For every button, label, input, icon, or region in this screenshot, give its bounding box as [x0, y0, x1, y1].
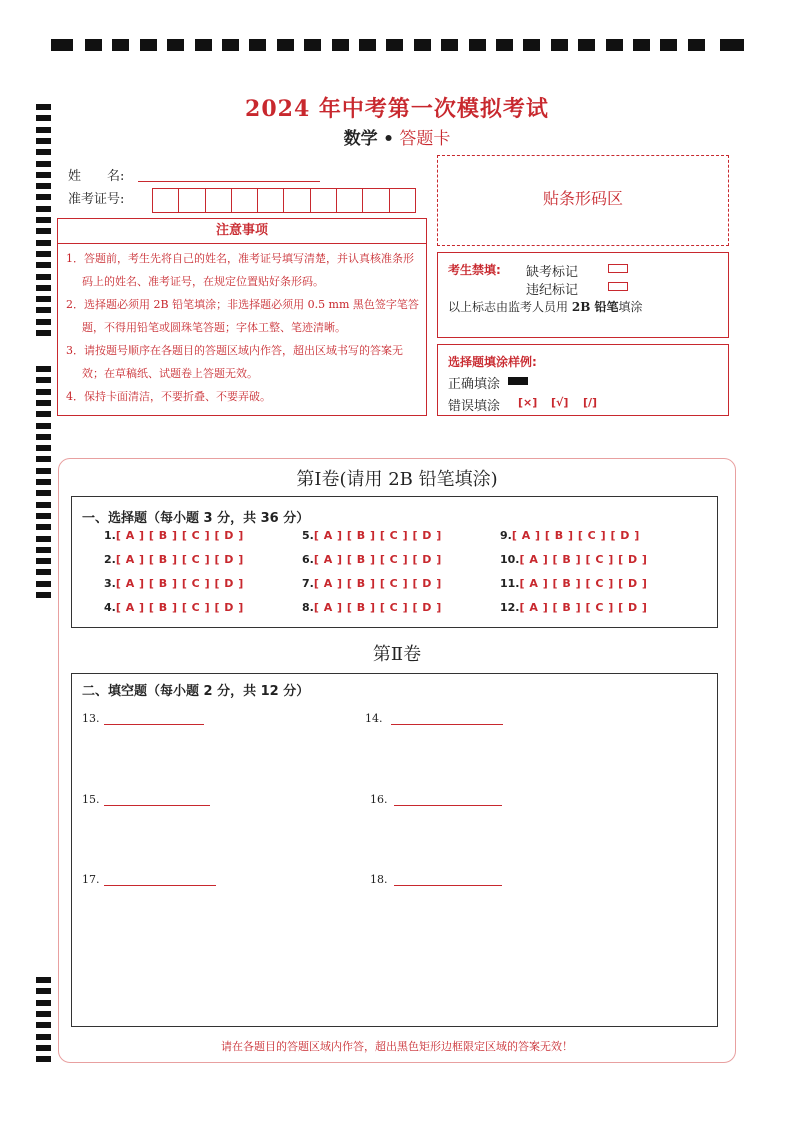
- blank-number: 13.: [82, 712, 100, 725]
- wrong-fill-label: 错误填涂: [448, 399, 501, 414]
- timing-mark: [332, 39, 349, 51]
- timing-mark: [36, 330, 51, 336]
- timing-mark: [36, 307, 51, 313]
- timing-mark: [36, 1056, 51, 1062]
- timing-mark: [36, 274, 51, 280]
- timing-mark: [578, 39, 595, 51]
- timing-mark: [36, 547, 51, 553]
- mc-question-10[interactable]: [500, 553, 647, 566]
- question-number: 6.: [302, 553, 314, 566]
- question-number: 2.: [104, 553, 116, 566]
- timing-mark: [496, 39, 513, 51]
- timing-mark: [36, 592, 51, 598]
- timing-mark: [304, 39, 321, 51]
- blank-18[interactable]: [370, 873, 502, 886]
- forbidden-note-bold: 2B 铅笔: [571, 300, 619, 314]
- blank-17[interactable]: [82, 873, 216, 886]
- forbidden-label: 考生禁填:: [448, 263, 501, 277]
- mc-question-4[interactable]: [104, 601, 244, 614]
- timing-mark: [441, 39, 458, 51]
- card-label: 答题卡: [399, 129, 451, 149]
- timing-mark: [36, 1022, 51, 1028]
- timing-mark: [36, 1034, 51, 1040]
- mc-section-title: 一、选择题（每小题 3 分，共 36 分）: [82, 511, 310, 526]
- name-label: 姓 名:: [68, 169, 125, 184]
- timing-mark: [36, 183, 51, 189]
- timing-mark: [36, 149, 51, 155]
- blank-16[interactable]: [370, 793, 502, 806]
- answer-options[interactable]: [ A ] [ B ] [ C ] [ D ]: [115, 601, 244, 614]
- timing-mark: [36, 456, 51, 462]
- timing-mark: [36, 434, 51, 440]
- timing-mark: [167, 39, 184, 51]
- part2-title: 第Ⅱ卷: [372, 644, 422, 665]
- notice-item: 2．选择题必须用 2B 铅笔填涂；非选择题必须用 0.5 mm 黑色签字笔答题，不得用铅笔或圆珠笔答题；字体工整、笔迹清晰。: [66, 298, 419, 334]
- notice-heading: 注意事项: [58, 219, 426, 244]
- id-cell[interactable]: [206, 189, 232, 212]
- timing-mark: [36, 240, 51, 246]
- timing-mark: [36, 389, 51, 395]
- timing-mark: [85, 39, 102, 51]
- timing-mark: [36, 194, 51, 200]
- timing-mark: [36, 479, 51, 485]
- blank-13[interactable]: [82, 712, 204, 725]
- timing-mark: [36, 581, 51, 587]
- subject-name: 数学: [343, 129, 378, 149]
- question-number: 8.: [302, 601, 314, 614]
- blank-number: 15.: [82, 793, 100, 806]
- mc-question-6[interactable]: [302, 553, 442, 566]
- answer-line[interactable]: [391, 714, 503, 725]
- timing-mark: [36, 569, 51, 575]
- timing-mark: [36, 1000, 51, 1006]
- notice-item: 3．请按题号顺序在各题目的答题区域内作答，超出区域书写的答案无效；在草稿纸、试题卷上答题无效。: [66, 344, 403, 380]
- timing-mark: [36, 217, 51, 223]
- fb-section-title: 二、填空题（每小题 2 分，共 12 分）: [82, 684, 310, 699]
- question-number: 7.: [302, 577, 314, 590]
- timing-mark: [112, 39, 129, 51]
- mc-question-11[interactable]: [500, 577, 647, 590]
- timing-mark: [36, 468, 51, 474]
- timing-mark: [36, 988, 51, 994]
- fill-sample-box: [437, 344, 729, 416]
- name-field[interactable]: [138, 167, 320, 182]
- timing-mark: [660, 39, 677, 51]
- timing-mark: [36, 228, 51, 234]
- id-cell[interactable]: [363, 189, 389, 212]
- id-cell[interactable]: [258, 189, 284, 212]
- timing-mark: [36, 400, 51, 406]
- question-number: 1.: [104, 529, 116, 542]
- timing-mark: [36, 445, 51, 451]
- answer-options[interactable]: [ A ] [ B ] [ C ] [ D ]: [519, 601, 648, 614]
- correct-fill-label: 正确填涂: [448, 377, 501, 392]
- timing-mark: [36, 513, 51, 519]
- id-cell[interactable]: [311, 189, 337, 212]
- forbidden-note-pre: 以上标志由监考人员用: [448, 300, 569, 314]
- sample-title: 选择题填涂样例:: [448, 355, 537, 369]
- timing-mark: [36, 285, 51, 291]
- wrong-mark-x: [×]: [518, 396, 538, 409]
- timing-mark: [51, 39, 73, 51]
- timing-mark: [469, 39, 486, 51]
- forbidden-note-post: 填涂: [618, 300, 643, 314]
- wrong-mark-slash: [/]: [583, 396, 598, 409]
- answer-line[interactable]: [394, 875, 502, 886]
- timing-mark: [606, 39, 623, 51]
- timing-mark: [36, 423, 51, 429]
- blank-number: 17.: [82, 873, 100, 886]
- timing-mark: [36, 262, 51, 268]
- question-number: 11.: [500, 577, 520, 590]
- timing-mark: [36, 977, 51, 983]
- fill-blank-box: [71, 673, 718, 1027]
- id-number-boxes[interactable]: [152, 188, 416, 213]
- absent-mark[interactable]: [608, 264, 628, 273]
- id-cell[interactable]: [232, 189, 258, 212]
- id-cell[interactable]: [390, 189, 415, 212]
- timing-mark: [36, 377, 51, 383]
- timing-mark: [688, 39, 705, 51]
- mc-question-12[interactable]: [500, 601, 647, 614]
- timing-mark: [36, 251, 51, 257]
- timing-mark: [222, 39, 239, 51]
- answer-options[interactable]: [ A ] [ B ] [ C ] [ D ]: [511, 529, 640, 542]
- blank-15[interactable]: [82, 793, 210, 806]
- timing-mark: [36, 558, 51, 564]
- mc-question-7[interactable]: [302, 577, 442, 590]
- timing-mark: [36, 161, 51, 167]
- notice-box: [57, 218, 427, 416]
- correct-fill-sample: [508, 377, 528, 385]
- question-number: 10.: [500, 553, 520, 566]
- timing-mark: [36, 536, 51, 542]
- question-number: 12.: [500, 601, 520, 614]
- mc-question-2[interactable]: [104, 553, 244, 566]
- mc-question-8[interactable]: [302, 601, 442, 614]
- timing-mark: [277, 39, 294, 51]
- answer-options[interactable]: [ A ] [ B ] [ C ] [ D ]: [519, 577, 648, 590]
- answer-options[interactable]: [ A ] [ B ] [ C ] [ D ]: [115, 577, 244, 590]
- timing-mark: [249, 39, 266, 51]
- wrong-mark-check: [√]: [551, 396, 569, 409]
- blank-number: 18.: [370, 873, 388, 886]
- timing-mark: [633, 39, 650, 51]
- question-number: 3.: [104, 577, 116, 590]
- id-cell[interactable]: [337, 189, 363, 212]
- timing-mark: [386, 39, 403, 51]
- barcode-area: 贴条形码区: [437, 155, 729, 246]
- blank-number: 14.: [365, 712, 383, 725]
- mc-question-1[interactable]: [104, 529, 244, 542]
- answer-options[interactable]: [ A ] [ B ] [ C ] [ D ]: [115, 553, 244, 566]
- answer-line[interactable]: [394, 795, 502, 806]
- id-cell[interactable]: [153, 189, 179, 212]
- timing-mark: [523, 39, 540, 51]
- timing-mark: [720, 39, 744, 51]
- violation-mark[interactable]: [608, 282, 628, 291]
- answer-line[interactable]: [104, 795, 210, 806]
- answer-options[interactable]: [ A ] [ B ] [ C ] [ D ]: [115, 529, 244, 542]
- answer-options[interactable]: [ A ] [ B ] [ C ] [ D ]: [313, 601, 442, 614]
- question-number: 4.: [104, 601, 116, 614]
- timing-mark: [36, 366, 51, 372]
- answer-options[interactable]: [ A ] [ B ] [ C ] [ D ]: [519, 553, 648, 566]
- timing-mark: [36, 1045, 51, 1051]
- timing-mark: [36, 502, 51, 508]
- notice-item: 4．保持卡面清洁，不要折叠、不要弄破。: [66, 390, 271, 403]
- timing-mark: [36, 524, 51, 530]
- blank-number: 16.: [370, 793, 388, 806]
- question-number: 9.: [500, 529, 512, 542]
- answer-line[interactable]: [104, 714, 204, 725]
- id-label: 准考证号:: [68, 192, 125, 207]
- timing-mark: [36, 296, 51, 302]
- timing-mark: [36, 1011, 51, 1017]
- timing-mark: [359, 39, 376, 51]
- timing-mark: [195, 39, 212, 51]
- blank-14[interactable]: [365, 712, 503, 725]
- timing-mark: [36, 206, 51, 212]
- absent-label: 缺考标记: [526, 265, 579, 280]
- examinee-forbidden-box: [437, 252, 729, 338]
- question-number: 5.: [302, 529, 314, 542]
- timing-mark: [414, 39, 431, 51]
- exam-subtitle: [0, 124, 794, 149]
- id-cell[interactable]: [179, 189, 205, 212]
- answer-options[interactable]: [ A ] [ B ] [ C ] [ D ]: [313, 529, 442, 542]
- forbidden-note: [448, 298, 643, 315]
- timing-mark: [36, 319, 51, 325]
- mc-question-5[interactable]: [302, 529, 442, 542]
- answer-options[interactable]: [ A ] [ B ] [ C ] [ D ]: [313, 553, 442, 566]
- timing-mark: [36, 411, 51, 417]
- answer-line[interactable]: [104, 875, 216, 886]
- mc-question-3[interactable]: [104, 577, 244, 590]
- subtitle-dot: •: [383, 129, 394, 149]
- timing-mark: [36, 490, 51, 496]
- timing-mark: [36, 172, 51, 178]
- footer-warning: 请在各题目的答题区域内作答，超出黑色矩形边框限定区域的答案无效！: [221, 1040, 573, 1053]
- timing-mark: [551, 39, 568, 51]
- notice-item: 1．答题前，考生先将自己的姓名，准考证号填写清楚，并认真核准条形码上的姓名、准考证号，在规定位置贴好条形码。: [66, 252, 414, 288]
- timing-mark: [140, 39, 157, 51]
- id-cell[interactable]: [284, 189, 310, 212]
- violation-label: 违纪标记: [526, 283, 579, 298]
- answer-options[interactable]: [ A ] [ B ] [ C ] [ D ]: [313, 577, 442, 590]
- mc-question-9[interactable]: [500, 529, 640, 542]
- exam-title: 2024 年中考第一次模拟考试: [245, 96, 549, 122]
- part1-title: 第Ⅰ卷(请用 2B 铅笔填涂): [296, 469, 498, 490]
